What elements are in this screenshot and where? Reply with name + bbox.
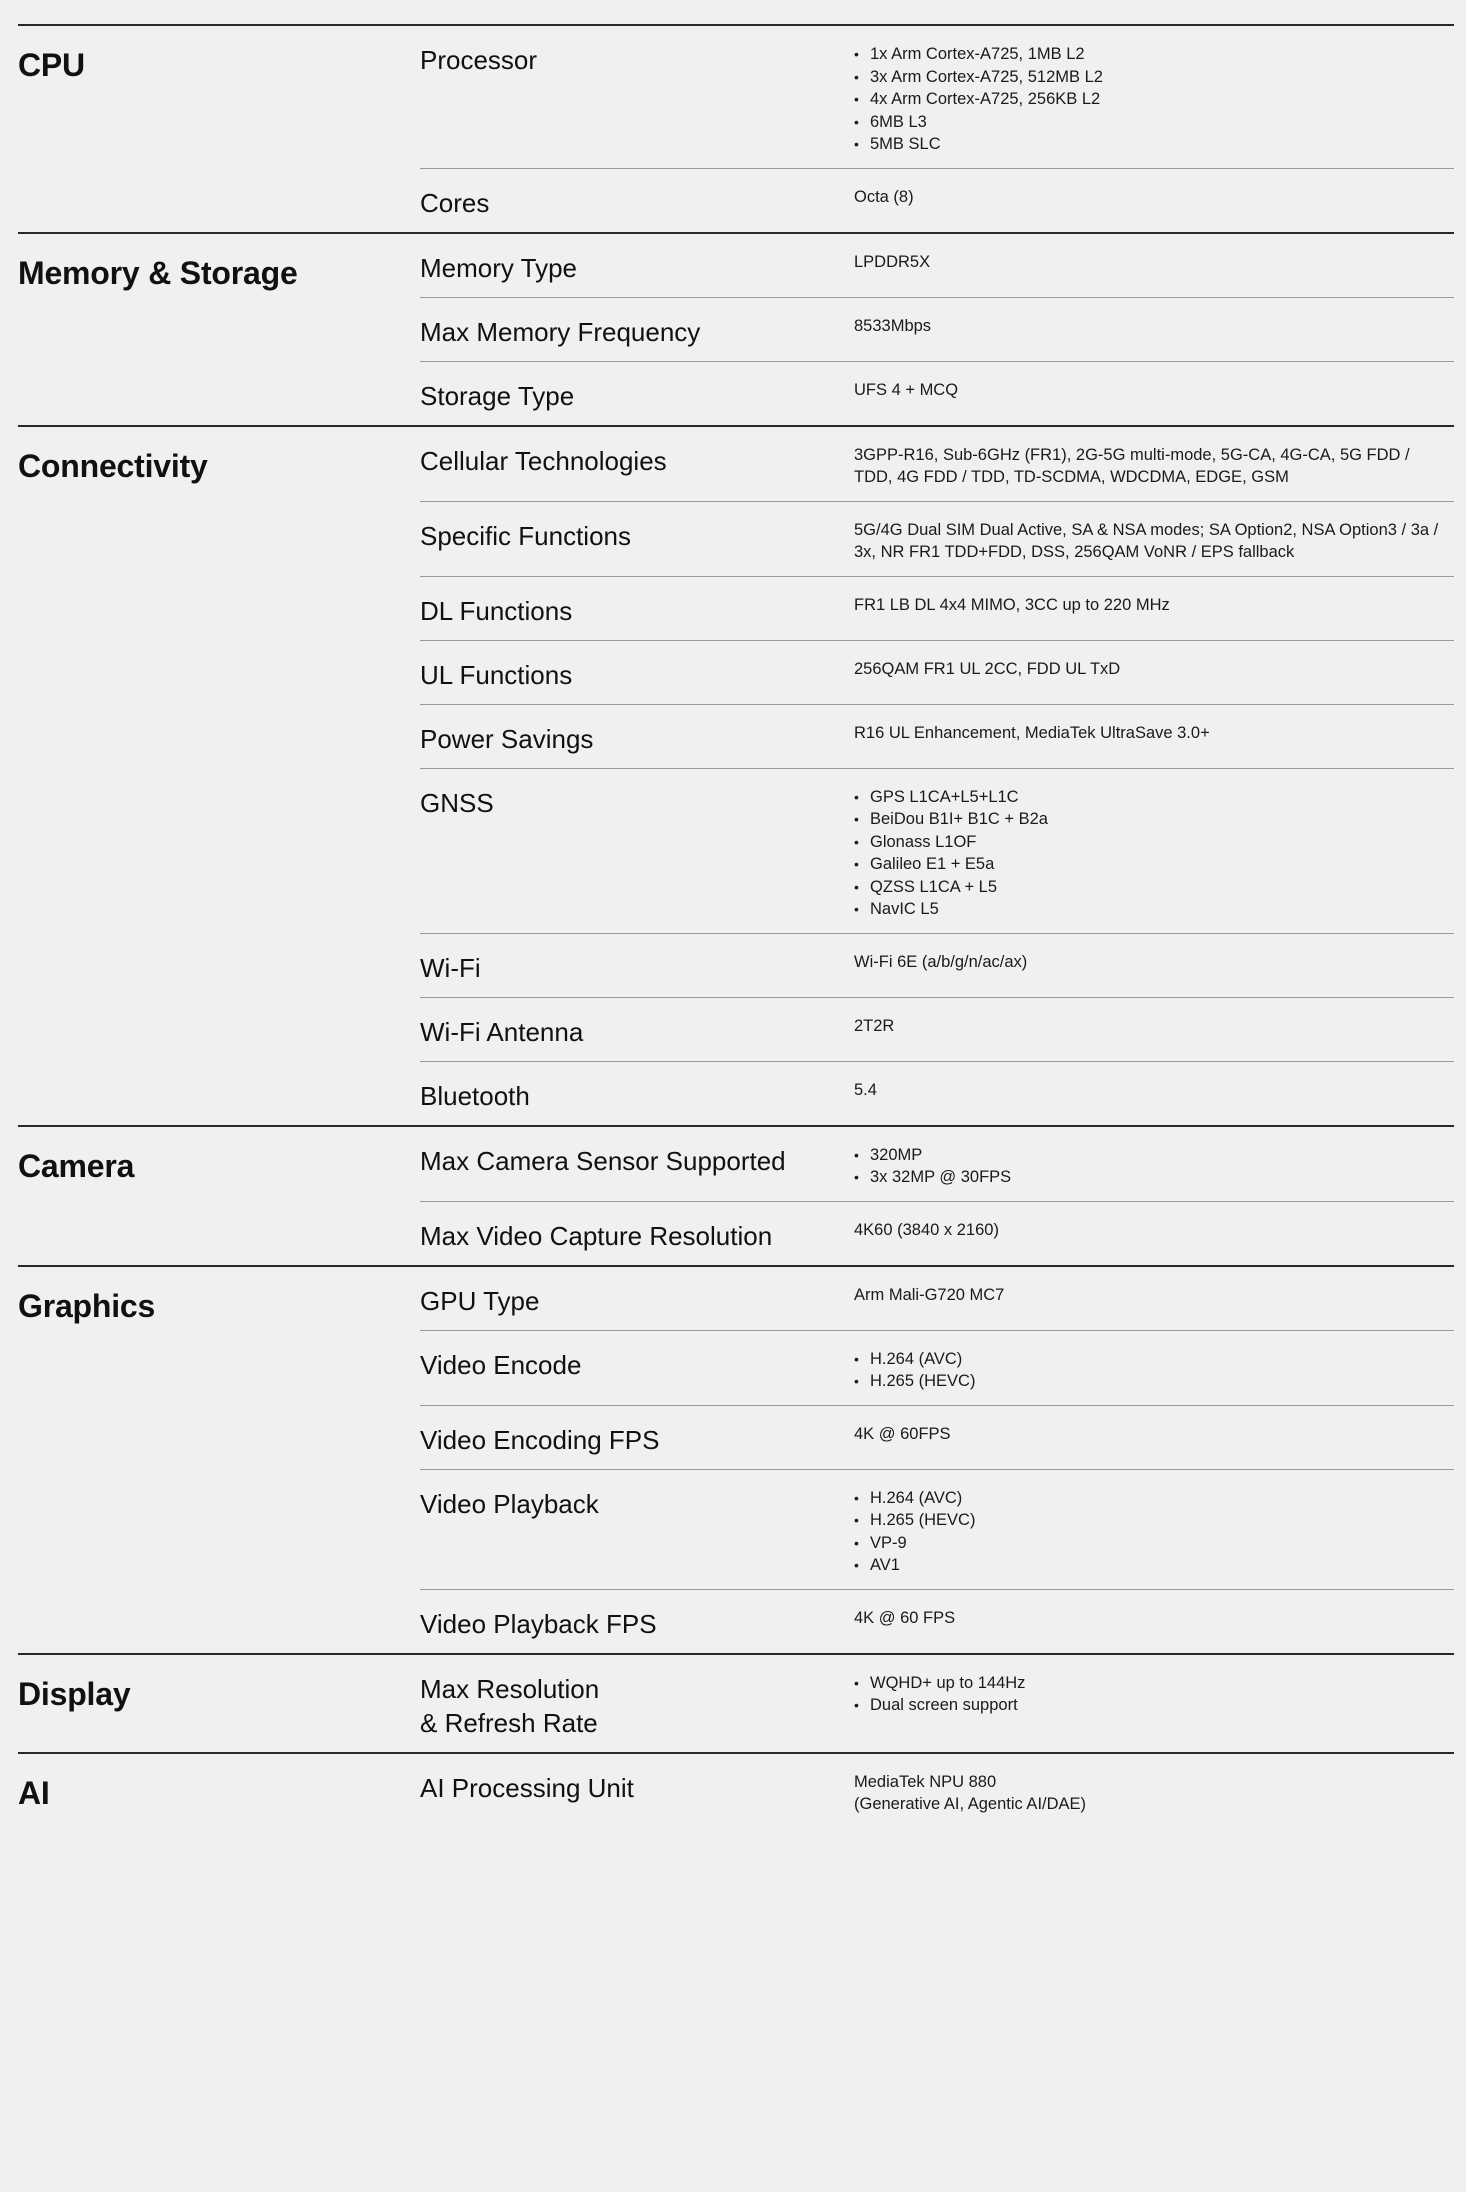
spec-value-item: • Glonass L1OF — [854, 831, 1446, 854]
spec-label: Memory Type — [420, 252, 578, 283]
spec-row — [420, 1589, 1454, 1653]
spec-label: Wi-Fi — [420, 952, 481, 983]
spec-label: DL Functions — [420, 595, 573, 626]
spec-value-item: • 4x Arm Cortex-A725, 256KB L2 — [854, 88, 1446, 111]
spec-label: Max Memory Frequency — [420, 316, 701, 347]
spec-label: Video Playback — [420, 1488, 599, 1519]
spec-value — [854, 427, 1454, 501]
spec-value — [854, 1062, 1454, 1125]
spec-value-text: 3GPP-R16, Sub-6GHz (FR1), 2G-5G multi-mode, 5G-CA, 4G-CA, 5G FDD / TDD, 4G FDD / TDD, TD-SCDMA, WDCDMA, EDGE, GSM — [854, 445, 1410, 486]
spec-value-list — [854, 1672, 1446, 1717]
spec-value-item: • 320MP — [854, 1144, 1446, 1167]
spec-value — [854, 362, 1454, 425]
spec-value-list — [854, 1144, 1446, 1189]
spec-value — [854, 998, 1454, 1061]
spec-row — [420, 234, 1454, 297]
spec-label — [420, 1655, 854, 1752]
spec-label: Max Video Capture Resolution — [420, 1220, 773, 1251]
spec-value — [854, 1127, 1454, 1201]
spec-value — [854, 769, 1454, 933]
spec-label: Processor — [420, 45, 538, 75]
spec-row — [420, 1405, 1454, 1469]
spec-value-text: R16 UL Enhancement, MediaTek UltraSave 3.0+ — [854, 723, 1210, 742]
spec-row — [420, 361, 1454, 425]
spec-label: Video Playback FPS — [420, 1608, 657, 1639]
spec-value-list — [854, 1348, 1446, 1393]
spec-value-text: 4K60 (3840 x 2160) — [854, 1220, 999, 1239]
spec-row — [420, 297, 1454, 361]
spec-value-item: • 1x Arm Cortex-A725, 1MB L2 — [854, 43, 1446, 66]
spec-row — [420, 704, 1454, 768]
spec-value-line: (Generative AI, Agentic AI/DAE) — [854, 1795, 1087, 1813]
spec-value-item: • H.265 (HEVC) — [854, 1370, 1446, 1393]
spec-row — [420, 1330, 1454, 1405]
spec-rows — [420, 427, 1454, 1125]
spec-value-text: LPDDR5X — [854, 252, 931, 271]
spec-row — [420, 26, 1454, 168]
spec-value-item: • Galileo E1 + E5a — [854, 853, 1446, 876]
spec-label-line: & Refresh Rate — [420, 1707, 598, 1738]
spec-value-text: 5.4 — [854, 1080, 877, 1099]
section-title: AI — [18, 1774, 50, 1811]
spec-value-item: • H.264 (AVC) — [854, 1487, 1446, 1510]
spec-value-text: 5G/4G Dual SIM Dual Active, SA & NSA modes; SA Option2, NSA Option3 / 3a / 3x, NR FR1 TDD+FDD, DSS, 256QAM VoNR / EPS fallback — [854, 520, 1439, 561]
spec-rows — [420, 234, 1454, 425]
spec-label: Video Encode — [420, 1349, 582, 1380]
spec-label-line: Max Resolution — [420, 1673, 600, 1704]
spec-value — [854, 169, 1454, 232]
spec-label: Video Encoding FPS — [420, 1424, 660, 1455]
spec-value — [854, 1331, 1454, 1405]
spec-value-list — [854, 43, 1446, 156]
spec-value-item: • QZSS L1CA + L5 — [854, 876, 1446, 899]
section-title: Camera — [18, 1147, 135, 1184]
section-memory-and-storage — [18, 232, 1454, 425]
spec-rows — [420, 1267, 1454, 1653]
spec-value-item: • AV1 — [854, 1554, 1446, 1577]
spec-label: GNSS — [420, 787, 494, 818]
spec-row — [420, 1655, 1454, 1752]
section-title: Connectivity — [18, 447, 208, 484]
spec-value-text: Wi-Fi 6E (a/b/g/n/ac/ax) — [854, 952, 1028, 971]
spec-row — [420, 1267, 1454, 1330]
spec-value-text: 256QAM FR1 UL 2CC, FDD UL TxD — [854, 659, 1121, 678]
spec-value — [854, 234, 1454, 297]
spec-rows — [420, 26, 1454, 232]
section-graphics — [18, 1265, 1454, 1653]
spec-row — [420, 1469, 1454, 1589]
spec-value-item: • Dual screen support — [854, 1694, 1446, 1717]
spec-label: Specific Functions — [420, 520, 631, 551]
spec-value — [854, 1202, 1454, 1265]
spec-value-text: Arm Mali-G720 MC7 — [854, 1285, 1005, 1304]
spec-value-list — [854, 1487, 1446, 1577]
section-title: Memory & Storage — [18, 254, 298, 291]
spec-value — [854, 934, 1454, 997]
spec-value-item: • H.264 (AVC) — [854, 1348, 1446, 1371]
spec-value-text: 2T2R — [854, 1016, 895, 1035]
spec-value — [854, 1655, 1454, 1752]
spec-value — [854, 1590, 1454, 1653]
section-title: Graphics — [18, 1287, 156, 1324]
spec-value — [854, 298, 1454, 361]
section-title: Display — [18, 1675, 131, 1712]
spec-label: UL Functions — [420, 659, 573, 690]
spec-row — [420, 997, 1454, 1061]
spec-label: GPU Type — [420, 1285, 540, 1316]
spec-label: Storage Type — [420, 380, 575, 411]
spec-rows — [420, 1655, 1454, 1752]
spec-value-item: • VP-9 — [854, 1532, 1446, 1555]
spec-value-item: • BeiDou B1I+ B1C + B2a — [854, 808, 1446, 831]
section-connectivity — [18, 425, 1454, 1125]
spec-value-text: UFS 4 + MCQ — [854, 380, 959, 399]
spec-label: AI Processing Unit — [420, 1772, 634, 1803]
section-display — [18, 1653, 1454, 1752]
spec-row — [420, 168, 1454, 232]
spec-value — [854, 26, 1454, 168]
spec-value-text: 4K @ 60 FPS — [854, 1608, 956, 1627]
spec-row — [420, 1201, 1454, 1265]
spec-row — [420, 427, 1454, 501]
spec-row — [420, 768, 1454, 933]
spec-label: Cellular Technologies — [420, 445, 667, 476]
spec-value-item: • NavIC L5 — [854, 898, 1446, 921]
spec-label: Wi-Fi Antenna — [420, 1016, 584, 1047]
spec-row — [420, 576, 1454, 640]
spec-value — [854, 1267, 1454, 1330]
spec-value-item: • 5MB SLC — [854, 133, 1446, 156]
spec-value — [854, 705, 1454, 768]
spec-row — [420, 1061, 1454, 1125]
spec-value — [854, 577, 1454, 640]
spec-value-line: MediaTek NPU 880 — [854, 1772, 997, 1791]
section-camera — [18, 1125, 1454, 1265]
spec-label: Max Camera Sensor Supported — [420, 1145, 786, 1176]
spec-value-text: FR1 LB DL 4x4 MIMO, 3CC up to 220 MHz — [854, 595, 1170, 614]
spec-rows — [420, 1754, 1454, 1828]
section-ai — [18, 1752, 1454, 1828]
spec-value-text: 4K @ 60FPS — [854, 1424, 951, 1443]
spec-value-list — [854, 786, 1446, 921]
section-title: CPU — [18, 47, 85, 83]
spec-table — [18, 24, 1454, 1828]
spec-row — [420, 640, 1454, 704]
spec-label: Bluetooth — [420, 1080, 530, 1111]
spec-value-text: Octa (8) — [854, 187, 914, 206]
spec-row — [420, 933, 1454, 997]
section-cpu — [18, 24, 1454, 232]
spec-value — [854, 641, 1454, 704]
spec-value-text: 8533Mbps — [854, 316, 932, 335]
spec-label: Power Savings — [420, 723, 594, 754]
spec-row — [420, 1754, 1454, 1828]
spec-value — [854, 1754, 1454, 1828]
spec-label: Cores — [420, 187, 490, 218]
spec-value-item: • GPS L1CA+L5+L1C — [854, 786, 1446, 809]
spec-value — [854, 1406, 1454, 1469]
spec-value-item: • 3x Arm Cortex-A725, 512MB L2 — [854, 66, 1446, 89]
spec-value-item: • H.265 (HEVC) — [854, 1509, 1446, 1532]
spec-value-item: • 3x 32MP @ 30FPS — [854, 1166, 1446, 1189]
spec-value — [854, 502, 1454, 576]
spec-value-item: • WQHD+ up to 144Hz — [854, 1672, 1446, 1695]
spec-row — [420, 1127, 1454, 1201]
spec-row — [420, 501, 1454, 576]
spec-rows — [420, 1127, 1454, 1265]
spec-value — [854, 1470, 1454, 1589]
spec-value-item: • 6MB L3 — [854, 111, 1446, 134]
